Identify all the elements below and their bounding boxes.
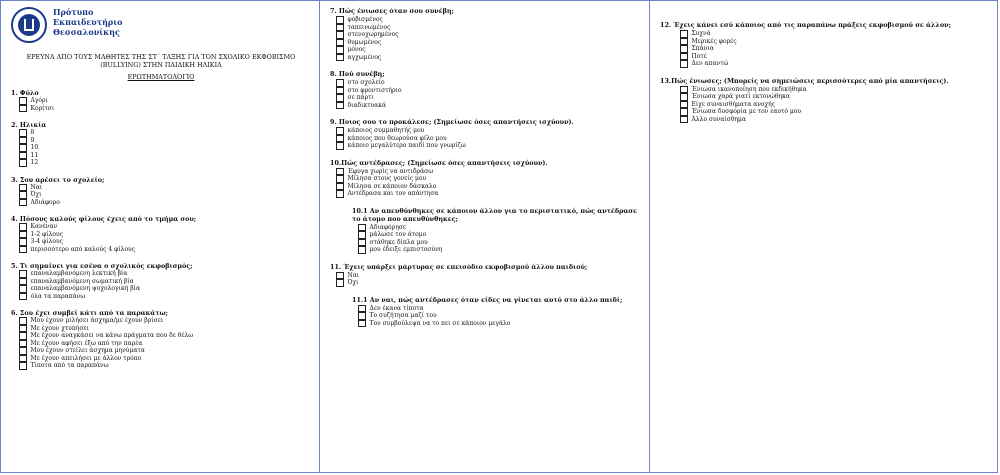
checkbox[interactable] — [19, 97, 27, 105]
checkbox[interactable] — [336, 94, 344, 102]
question-text: 3. Σου αρέσει το σχολείο; — [11, 175, 105, 184]
question-text: 11. Έχεις υπάρξει μάρτυρας σε επεισόδιο εκφοβισμού άλλου παιδιού; — [330, 262, 588, 271]
question-8 — [330, 70, 641, 109]
answer-label: κάποιο μεγαλύτερο παιδί που γνωρίζω — [347, 142, 466, 149]
checkbox[interactable] — [680, 53, 688, 61]
answer-option[interactable] — [336, 87, 641, 95]
answer-option[interactable] — [336, 175, 641, 183]
answer-option[interactable] — [680, 101, 991, 109]
answer-label: Ένιωσα χαρά γιατί εκτονώθηκα — [691, 93, 790, 100]
answer-label: Μου έχουν στείλει άσχημα μηνύματα — [30, 347, 145, 354]
answer-option[interactable] — [680, 86, 991, 94]
answer-option[interactable] — [19, 184, 311, 192]
checkbox[interactable] — [19, 129, 27, 137]
school-name — [53, 7, 122, 37]
question-text: 1. Φύλο — [11, 89, 39, 97]
checkbox[interactable] — [358, 320, 366, 328]
answer-option[interactable] — [336, 16, 641, 24]
answer-label: 8 — [30, 129, 35, 136]
answer-label: στενοχωρημένος — [347, 31, 399, 38]
question-7 — [330, 7, 641, 61]
checkbox[interactable] — [336, 79, 344, 87]
question-9 — [330, 118, 641, 150]
answer-option[interactable] — [358, 231, 641, 239]
answer-label: 3-4 φίλους — [30, 238, 64, 245]
answer-label: 11 — [30, 151, 39, 159]
checkbox[interactable] — [19, 238, 27, 246]
question-text: 5. Τι σημαίνει για εσένα ο σχολικός εκφοβισμός; — [11, 262, 193, 270]
survey-title — [11, 53, 311, 69]
answer-label: επαναλαμβανόμενη σωματική βία — [30, 277, 134, 285]
checkbox[interactable] — [19, 332, 27, 340]
question-11 — [330, 263, 641, 287]
survey-subtitle: ΕΡΩΤΗΜΑΤΟΛΟΓΙΟ — [127, 73, 195, 81]
checkbox[interactable] — [19, 223, 27, 231]
answer-label: Τον συμβούλεψα να το πει σε κάποιον μεγάλο — [369, 319, 511, 327]
answer-option[interactable] — [19, 285, 311, 293]
checkbox[interactable] — [336, 16, 344, 24]
checkbox[interactable] — [358, 312, 366, 320]
page-column-3 — [649, 1, 999, 472]
checkbox[interactable] — [336, 87, 344, 95]
answer-label: φοβισμένος — [347, 16, 383, 23]
answer-option[interactable] — [19, 223, 311, 231]
answer-option[interactable] — [358, 246, 641, 254]
checkbox[interactable] — [19, 231, 27, 239]
answer-label: Δεν απαντώ — [691, 60, 729, 67]
question-10-1 — [352, 207, 641, 254]
answer-label: Ένιωσα ικανοποίηση που εκδικήθηκα — [691, 85, 807, 93]
answer-option[interactable] — [19, 238, 311, 246]
answer-label: Μίλησα σε κάποιον δάσκαλο — [347, 182, 437, 190]
answer-option[interactable] — [680, 38, 991, 46]
answer-option[interactable] — [336, 39, 641, 47]
checkbox[interactable] — [19, 191, 27, 199]
answer-label: Μου έχουν μιλήσει άσχημα/με έχουν βρίσει — [30, 317, 164, 324]
checkbox[interactable] — [19, 137, 27, 145]
answer-option[interactable] — [358, 312, 641, 320]
checkbox[interactable] — [19, 278, 27, 286]
answer-option[interactable] — [19, 278, 311, 286]
answer-label: 10 — [30, 144, 39, 151]
checkbox[interactable] — [19, 355, 27, 363]
checkbox[interactable] — [680, 30, 688, 38]
answer-label: Αγόρι — [30, 97, 48, 104]
answer-option[interactable] — [358, 239, 641, 247]
checkbox[interactable] — [19, 340, 27, 348]
answer-option[interactable] — [336, 94, 641, 102]
answer-option[interactable] — [336, 79, 641, 87]
answer-option[interactable] — [19, 97, 311, 105]
checkbox[interactable] — [19, 317, 27, 325]
checkbox[interactable] — [358, 231, 366, 239]
checkbox[interactable] — [336, 175, 344, 183]
answer-label: επαναλαμβανόμενη λεκτική βία — [30, 270, 128, 277]
question-5 — [11, 262, 311, 300]
question-12 — [660, 21, 991, 68]
checkbox[interactable] — [358, 246, 366, 254]
checkbox[interactable] — [336, 54, 344, 62]
answer-label: σε πάρτι — [347, 94, 374, 101]
checkbox[interactable] — [19, 184, 27, 192]
checkbox[interactable] — [680, 108, 688, 116]
answer-option[interactable] — [19, 332, 311, 340]
question-text: 10.Πώς αντέδρασες; (Σημείωσε όσες απαντήσεις ισχύουν). — [330, 158, 548, 167]
answer-label: μόνος — [347, 46, 366, 53]
school-header — [11, 7, 311, 43]
question-13 — [660, 77, 991, 124]
answer-option[interactable] — [19, 347, 311, 355]
survey-title-line: ΕΡΕΥΝΑ ΑΠΟ ΤΟΥΣ ΜΑΘΗΤΕΣ ΤΗΣ ΣΤ΄ ΤΑΞΗΣ ΓΙΑ ΤΟΝ ΣΧΟΛΙΚΟ ΕΚΦΟΒΙΣΜΟ — [26, 53, 296, 61]
answer-label: Αδιαφόρησε — [369, 223, 406, 231]
answer-option[interactable] — [336, 46, 641, 54]
checkbox[interactable] — [336, 31, 344, 39]
answer-option[interactable] — [680, 30, 991, 38]
answer-option[interactable] — [19, 152, 311, 160]
answer-label: επαναλαμβανόμενη ψυχολογική βία — [30, 285, 141, 292]
answer-option[interactable] — [19, 191, 311, 199]
answer-label: κάποιος που θεωρούσα φίλο μου — [347, 134, 447, 142]
answer-label: στάθηκε δίπλα μου — [369, 238, 428, 246]
answer-label: 1-2 φίλους — [30, 230, 64, 238]
answer-label: όλα τα παραπάνω — [30, 292, 86, 300]
checkbox[interactable] — [336, 102, 344, 110]
answer-option[interactable] — [336, 102, 641, 110]
school-name-line: Εκπαιδευτήριο — [53, 17, 123, 27]
checkbox[interactable] — [19, 199, 27, 207]
checkbox[interactable] — [680, 86, 688, 94]
answer-label: Ναι — [30, 183, 43, 191]
page-column-1 — [1, 1, 319, 472]
answer-label: Με έχουν αναγκάσει να κάνω πράγματα που δε θέλω — [30, 332, 194, 339]
answer-option[interactable] — [336, 31, 641, 39]
checkbox[interactable] — [336, 279, 344, 287]
checkbox[interactable] — [19, 362, 27, 370]
checkbox[interactable] — [19, 159, 27, 167]
answer-label: Συχνά — [691, 30, 711, 37]
answer-label: ταπεινωμένος — [347, 23, 391, 31]
answer-label: θυμωμένος — [347, 38, 382, 46]
checkbox[interactable] — [336, 39, 344, 47]
checkbox[interactable] — [19, 285, 27, 293]
answer-label: Όχι — [30, 191, 42, 198]
answer-label: 12 — [30, 159, 39, 166]
answer-label: Σπάνια — [691, 45, 714, 52]
answer-option[interactable] — [19, 325, 311, 333]
checkbox[interactable] — [358, 305, 366, 313]
answer-option[interactable] — [680, 93, 991, 101]
answer-option[interactable] — [680, 60, 991, 68]
answer-option[interactable] — [19, 137, 311, 145]
answer-label: Μερικές φορές — [691, 37, 737, 45]
answer-label: Αντέδρασα και τον απάντησα — [347, 190, 439, 197]
question-4 — [11, 215, 311, 253]
answer-label: Με έχουν απειλήσει με άλλον τρόπο — [30, 354, 142, 362]
answer-option[interactable] — [336, 135, 641, 143]
answer-option[interactable] — [336, 54, 641, 62]
answer-label: περισσότερο από καλούς 4 φίλους — [30, 245, 136, 253]
answer-option[interactable] — [336, 272, 641, 280]
answer-label: 9 — [30, 136, 35, 144]
checkbox[interactable] — [680, 116, 688, 124]
answer-label: Άλλο συναίσθημα — [691, 115, 747, 123]
checkbox[interactable] — [680, 60, 688, 68]
answer-option[interactable] — [19, 159, 311, 167]
question-2 — [11, 121, 311, 167]
answer-label: Τίποτα από τα παραπάνω — [30, 362, 109, 369]
answer-option[interactable] — [19, 246, 311, 254]
checkbox[interactable] — [358, 239, 366, 247]
checkbox[interactable] — [19, 293, 27, 301]
answer-label: στο σχολείο — [347, 79, 385, 86]
question-1 — [11, 89, 311, 112]
answer-label: Ένιωσα δυσφορία με τον εαυτό μου — [691, 108, 802, 115]
checkbox[interactable] — [680, 45, 688, 53]
answer-option[interactable] — [336, 142, 641, 150]
survey-title-line: (BULLYING) ΣΤΗΝ ΠΑΙΔΙΚΗ ΗΛΙΚΙΑ — [100, 61, 222, 69]
answer-option[interactable] — [680, 108, 991, 116]
answer-option[interactable] — [19, 355, 311, 363]
answer-label: διαδικτυακά — [347, 101, 387, 109]
checkbox[interactable] — [19, 270, 27, 278]
page-column-2 — [319, 1, 649, 472]
answer-option[interactable] — [19, 144, 311, 152]
checkbox[interactable] — [19, 144, 27, 152]
answer-option[interactable] — [19, 231, 311, 239]
answer-label: Το συζήτησα μαζί του — [369, 312, 437, 319]
answer-option[interactable] — [336, 190, 641, 198]
answer-option[interactable] — [19, 293, 311, 301]
answer-option[interactable] — [19, 129, 311, 137]
checkbox[interactable] — [336, 135, 344, 143]
answer-option[interactable] — [680, 116, 991, 124]
answer-option[interactable] — [19, 340, 311, 348]
answer-label: Είχε συναισθήματα ανοχής — [691, 100, 776, 108]
checkbox[interactable] — [336, 24, 344, 32]
checkbox[interactable] — [336, 142, 344, 150]
answer-option[interactable] — [19, 199, 311, 207]
question-6 — [11, 309, 311, 370]
answer-label: Έφυγα χωρίς να αντιδράσω — [347, 167, 434, 175]
answer-label: Με έχουν χτυπήσει — [30, 324, 89, 332]
checkbox[interactable] — [19, 152, 27, 160]
answer-label: Αδιάφορο — [30, 198, 60, 206]
answer-label: μου έδειξε εμπιστοσύνη — [369, 246, 443, 253]
answer-option[interactable] — [336, 183, 641, 191]
question-10 — [330, 159, 641, 198]
question-text: 4. Πόσους καλούς φίλους έχεις από το τμήμα σου; — [11, 215, 197, 223]
answer-label: Κανέναν — [30, 223, 58, 230]
checkbox[interactable] — [680, 38, 688, 46]
answer-option[interactable] — [680, 45, 991, 53]
question-3 — [11, 176, 311, 207]
checkbox[interactable] — [336, 127, 344, 135]
question-text: 11.1 Αν ναι, πώς αντέδρασες όταν είδες να γίνεται αυτό στο άλλο παιδί; — [352, 295, 623, 304]
answer-label: κάποιος συμμαθητής μου — [347, 127, 425, 134]
answer-label: μάλωσε τον άτομο — [369, 231, 427, 238]
question-text: 12. Έχεις κάνει εσύ κάποιος από τις παραπάνω πράξεις εκφοβισμού σε άλλον; — [660, 21, 951, 29]
checkbox[interactable] — [680, 101, 688, 109]
answer-label: Ποτέ — [691, 52, 707, 60]
answer-label: Με έχουν αφήσει έξω από την παρέα — [30, 339, 143, 347]
checkbox[interactable] — [336, 190, 344, 198]
answer-label: Κορίτσι — [30, 104, 55, 112]
answer-label: αγχωμένος — [347, 53, 382, 61]
answer-option[interactable] — [680, 53, 991, 61]
answer-option[interactable] — [358, 224, 641, 232]
question-text: 9. Ποιος σου το προκάλεσε; (Σημείωσε όσες απαντήσεις ισχύουν). — [330, 118, 574, 126]
checkbox[interactable] — [19, 325, 27, 333]
answer-label: Δεν έκανα τίποτα — [369, 304, 424, 312]
checkbox[interactable] — [336, 272, 344, 280]
answer-option[interactable] — [358, 320, 641, 328]
question-text: 10.1 Αν απευθύνθηκες σε κάποιον άλλον για το περιστατικό, πώς αντέδρασε το άτομο που απευθύνθηκες; — [352, 206, 637, 223]
checkbox[interactable] — [680, 93, 688, 101]
checkbox[interactable] — [19, 347, 27, 355]
question-text: 8. Πού συνέβη; — [330, 70, 385, 78]
answer-label: Ναι — [347, 271, 360, 279]
question-text: 7. Πώς ένιωσες όταν σου συνέβη; — [330, 7, 454, 15]
answer-option[interactable] — [19, 362, 311, 370]
checkbox[interactable] — [19, 105, 27, 113]
answer-option[interactable] — [336, 24, 641, 32]
school-name-line: Θεσσαλονίκης — [53, 27, 120, 37]
question-11-1 — [352, 296, 641, 328]
question-text: 2. Ηλικία — [11, 121, 47, 129]
answer-option[interactable] — [19, 317, 311, 325]
answer-label: στο φροντιστήριο — [347, 86, 402, 94]
answer-option[interactable] — [336, 168, 641, 176]
answer-option[interactable] — [336, 127, 641, 135]
answer-option[interactable] — [19, 105, 311, 113]
answer-option[interactable] — [336, 279, 641, 287]
checkbox[interactable] — [336, 183, 344, 191]
school-logo-icon — [11, 7, 47, 43]
answer-option[interactable] — [358, 305, 641, 313]
school-name-line: Πρότυπο — [53, 7, 94, 17]
answer-label: Όχι — [347, 279, 359, 286]
checkbox[interactable] — [19, 246, 27, 254]
checkbox[interactable] — [336, 46, 344, 54]
checkbox[interactable] — [358, 224, 366, 232]
question-text: 13.Πώς ένιωσες; (Μπορείς να σημειώσεις περισσότερες από μία απαντήσεις). — [660, 76, 949, 85]
answer-label: Μίλησα στους γονείς μου — [347, 175, 427, 182]
checkbox[interactable] — [336, 168, 344, 176]
answer-option[interactable] — [19, 270, 311, 278]
question-text: 6. Σου έχει συμβεί κάτι από τα παρακάτω; — [11, 309, 168, 317]
